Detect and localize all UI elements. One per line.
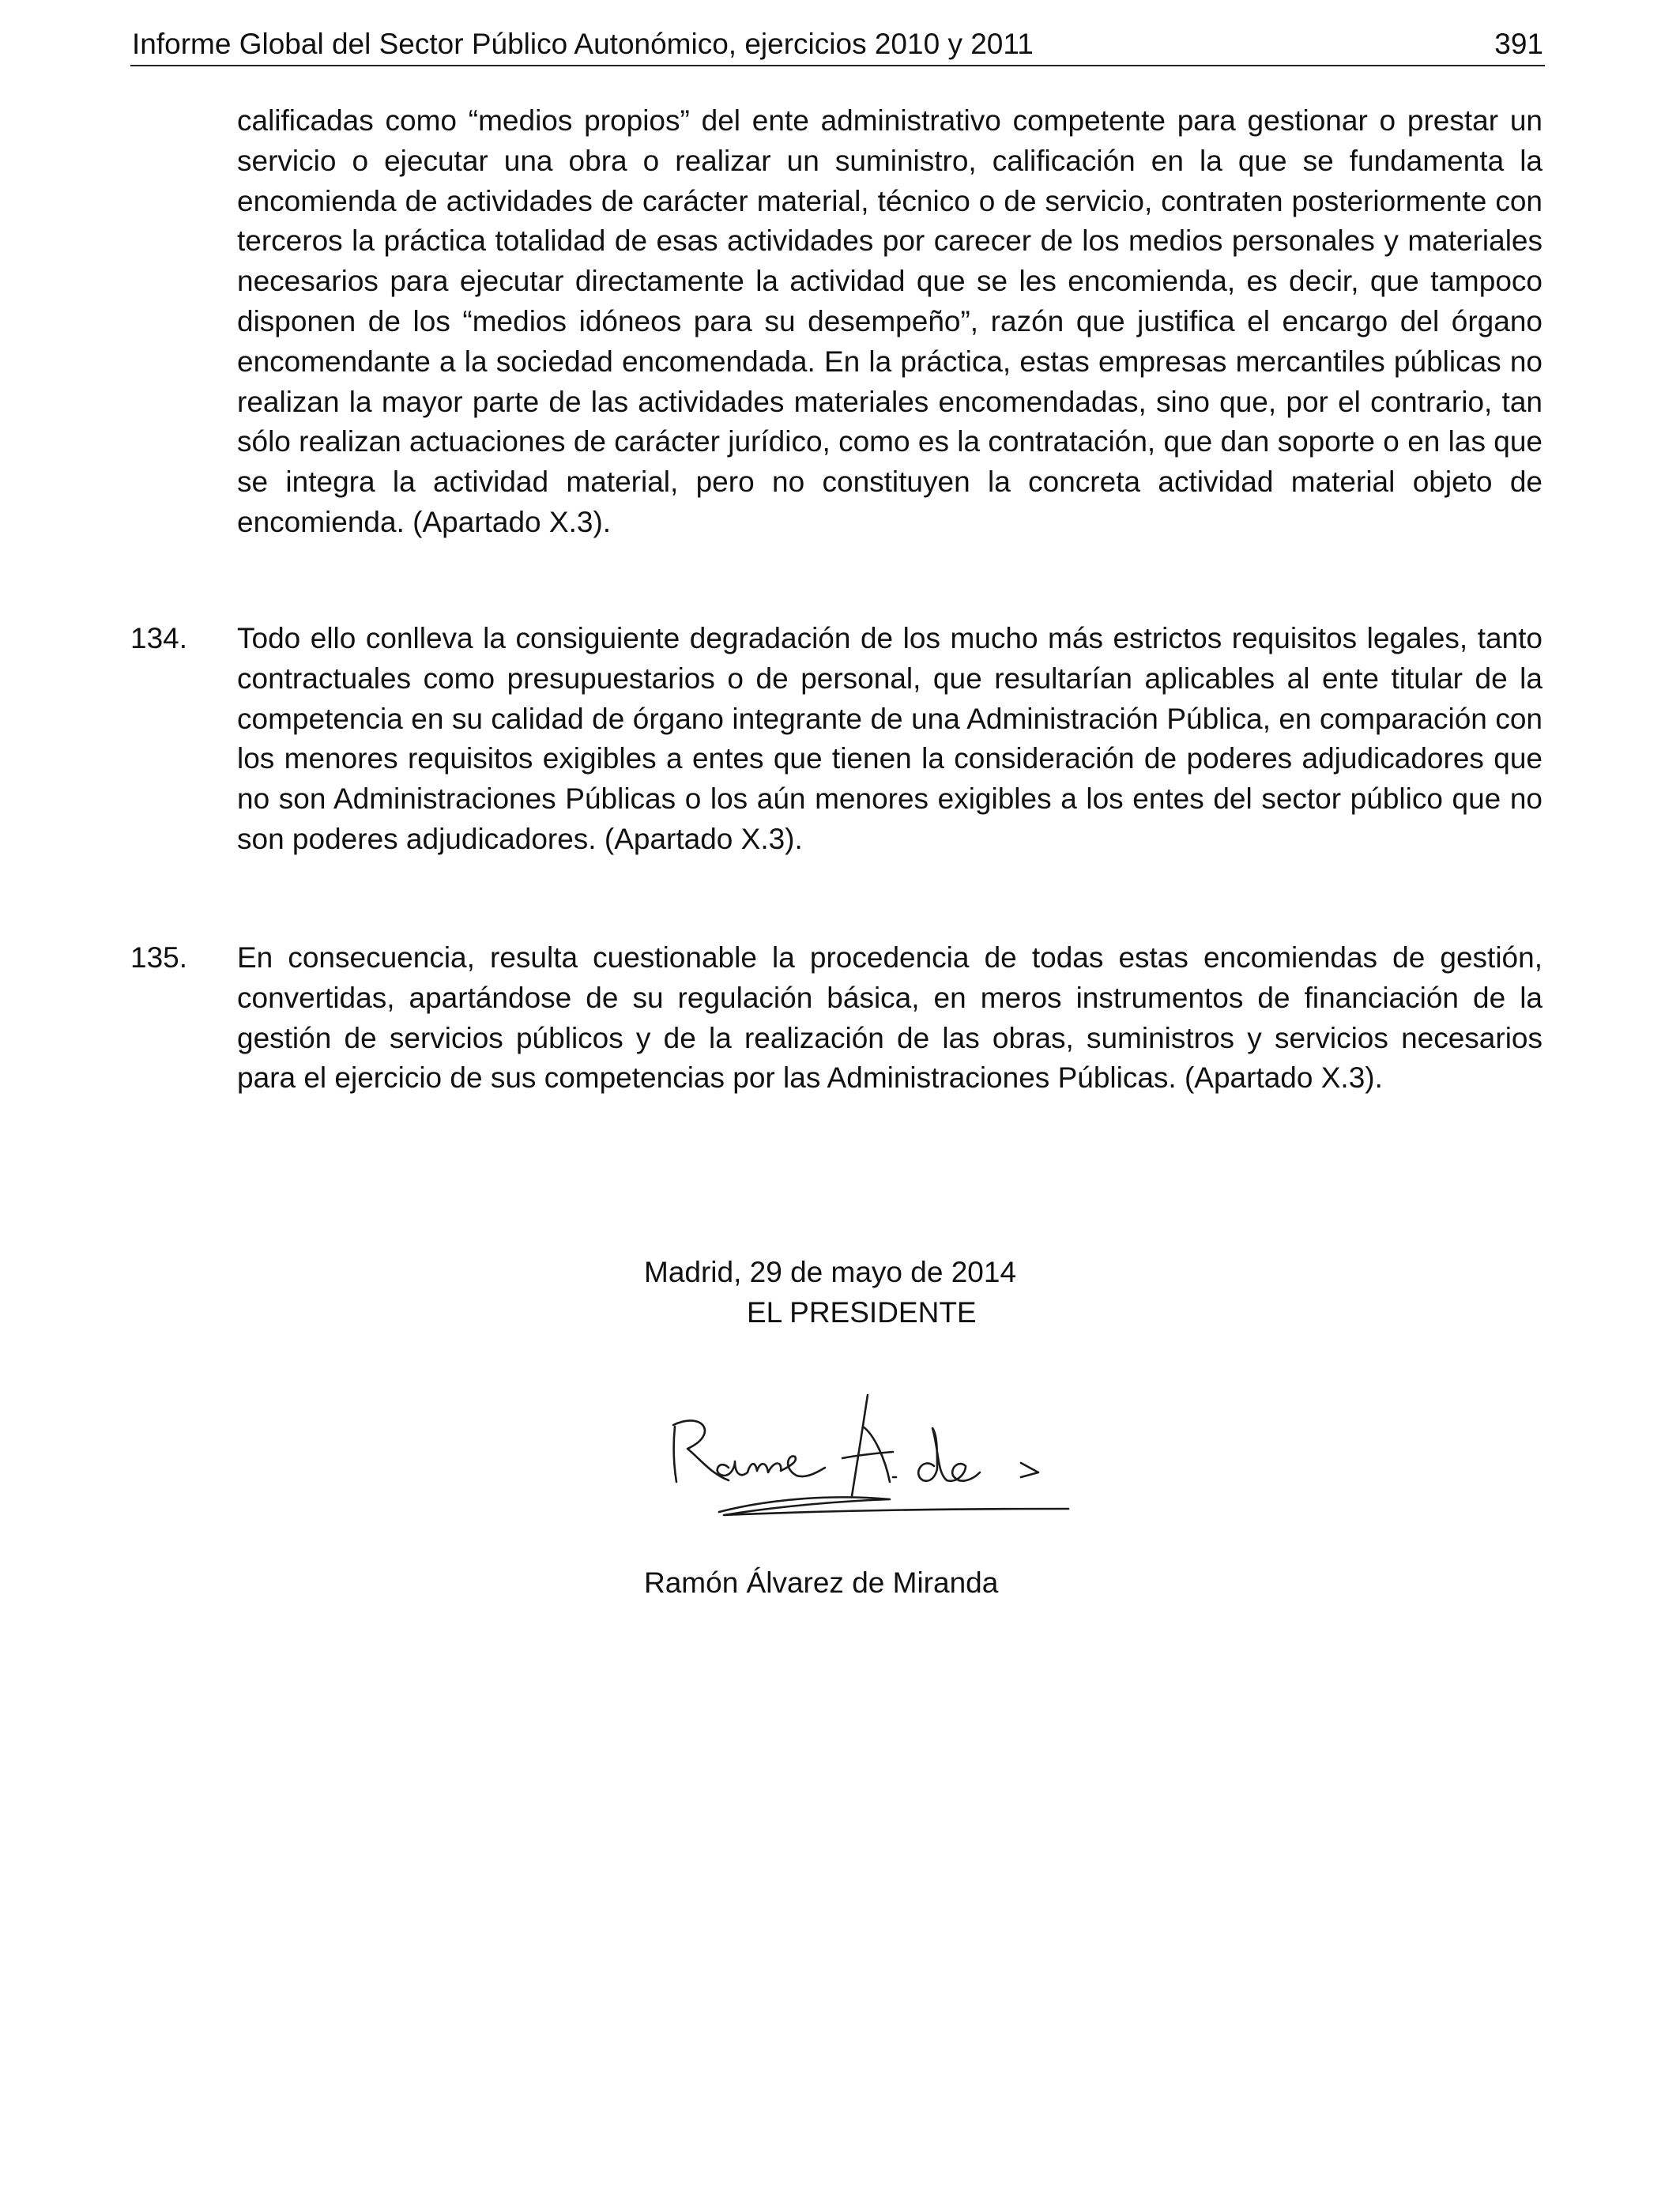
paragraph-134: Todo ello conlleva la consiguiente degradación de los mucho más estrictos requisitos legales, tanto contractuales como presupuestarios o de personal, que resultarían aplicables al ente titular de la competencia en su calidad de órgano integrante de una Administración Pública, en comparación con los menores requisitos exigibles a entes que tienen la consideración de poderes adjudicadores que no son Administraciones Públicas o los aún menores exigibles a los entes del sector público que no son poderes adjudicadores. (Apartado X.3).: [237, 622, 1543, 855]
paragraph-number: 134.: [130, 622, 188, 654]
signatory-name: Ramón Álvarez de Miranda: [644, 1566, 999, 1599]
paragraph-continuation: calificadas como “medios propios” del ente administrativo competente para gestionar o prestar un servicio o ejecutar una obra o realizar un suministro, calificación en la que se fundamenta la encomienda de actividades de carácter material, técnico o de servicio, contraten posteriormente con terceros la práctica totalidad de esas actividades por carecer de los medios personales y materiales necesarios para ejecutar directamente la actividad que se les encomienda, es decir, que tampoco disponen de los “medios idóneos para su desempeño”, razón que justifica el encargo del órgano encomendante a la sociedad encomendada. En la práctica, estas empresas mercantiles públicas no realizan la mayor parte de las actividades materiales encomendadas, sino que, por el contrario, tan sólo realizan actuaciones de carácter jurídico, como es la contratación, que dan soporte o en las que se integra la actividad material, pero no constituyen la concreta actividad material objeto de encomienda. (Apartado X.3).: [237, 104, 1543, 538]
paragraph-135: En consecuencia, resulta cuestionable la procedencia de todas estas encomiendas de gestión, convertidas, apartándose de su regulación básica, en meros instrumentos de financiación de la gestión de servicios públicos y de la realización de las obras, suministros y servicios necesarios para el ejercicio de sus competencias por las Administraciones Públicas. (Apartado X.3).: [237, 941, 1543, 1095]
page-header: [130, 24, 1545, 66]
paragraph-number: 135.: [130, 941, 188, 974]
signatory-role: EL PRESIDENTE: [747, 1296, 977, 1329]
page-number: 391: [1494, 28, 1543, 60]
place-and-date: Madrid, 29 de mayo de 2014: [644, 1256, 1017, 1288]
document-title: Informe Global del Sector Público Autonómico, ejercicios 2010 y 2011: [132, 28, 1034, 60]
handwritten-signature: [656, 1379, 1083, 1537]
